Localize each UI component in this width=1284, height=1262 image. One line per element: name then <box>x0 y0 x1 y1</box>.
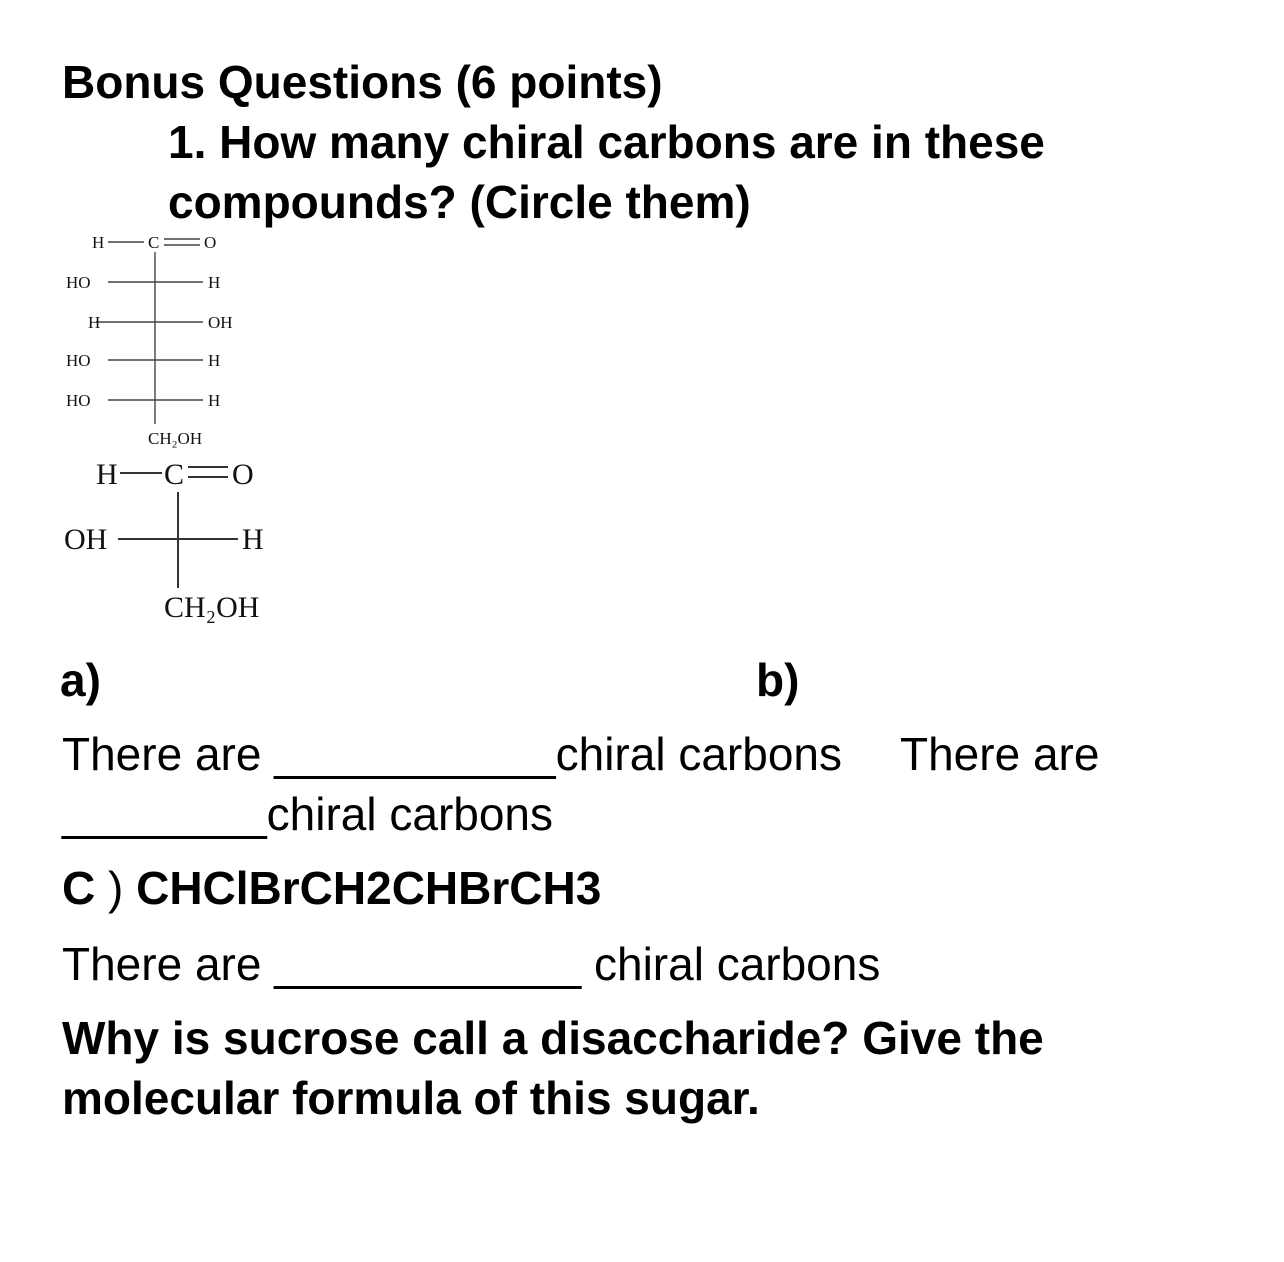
fischer-projection-a <box>58 228 278 454</box>
page-title: Bonus Questions (6 points) <box>62 56 663 108</box>
question-1-line-1: 1. How many chiral carbons are in these <box>168 116 1045 168</box>
structure-a-row-4-right: H <box>208 391 221 410</box>
answer-b-line-end: ________chiral carbons <box>62 788 554 840</box>
structure-b-row-right: H <box>242 523 264 556</box>
fischer-projection-b <box>58 448 298 628</box>
structure-a-row-2-left: H <box>88 313 101 332</box>
part-c-heading <box>62 858 601 918</box>
structure-b-bottom: CH₂OH <box>164 591 260 624</box>
part-c-paren: ) <box>108 862 124 914</box>
structure-a-bottom: CH₂OH <box>148 429 203 448</box>
structure-a-row-1-right: H <box>208 273 221 292</box>
structure-b-top-h: H <box>96 458 118 491</box>
label-a: a) <box>60 654 101 706</box>
structure-a-row-2-right: OH <box>208 313 233 332</box>
part-c-prefix: C <box>62 862 108 914</box>
structure-b-top-c: C <box>164 458 185 491</box>
structure-b-row-left: OH <box>64 523 108 556</box>
structure-b-top-o: O <box>232 458 254 491</box>
part-c-formula: CHClBrCH2CHBrCH3 <box>136 862 602 914</box>
question-1-line-2: compounds? (Circle them) <box>168 176 751 228</box>
structure-a-row-3-left: HO <box>66 351 91 370</box>
structure-a-row-1-left: HO <box>66 273 91 292</box>
part-c-answer-line: There are ____________ chiral carbons <box>62 938 881 990</box>
label-b: b) <box>756 654 800 706</box>
question-2-line-1: Why is sucrose call a disaccharide? Give the <box>62 1012 1044 1064</box>
structure-a-top-o: O <box>204 233 217 252</box>
structure-a-top-c: C <box>148 233 160 252</box>
answer-a-line: There are ___________chiral carbons <box>62 728 842 780</box>
structure-a-row-4-left: HO <box>66 391 91 410</box>
question-2-line-2: molecular formula of this sugar. <box>62 1072 760 1124</box>
structure-a-top-h: H <box>92 233 105 252</box>
answer-b-line-start: There are <box>900 728 1100 780</box>
structure-a-row-3-right: H <box>208 351 221 370</box>
